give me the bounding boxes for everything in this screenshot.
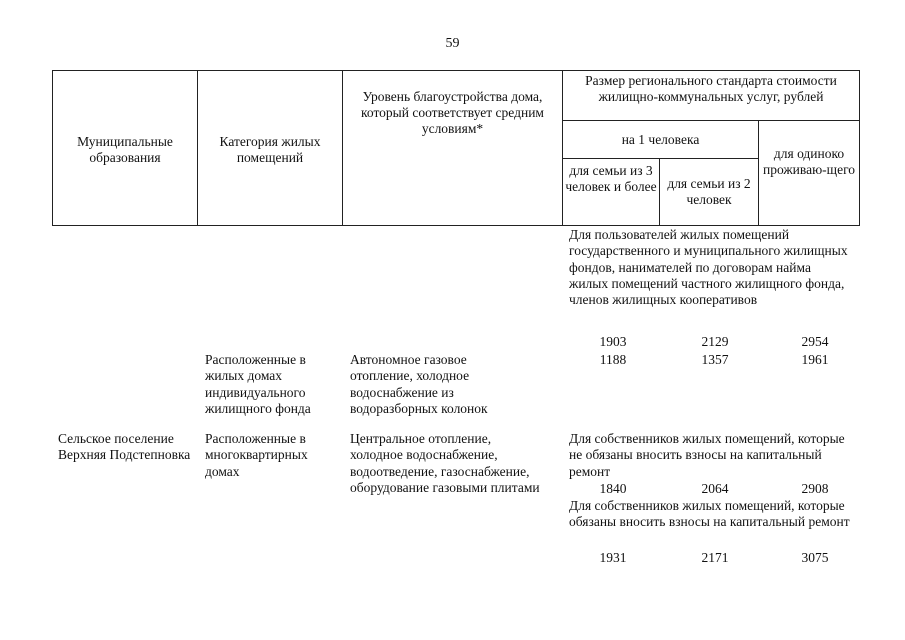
header-single: для одиноко проживаю-щего xyxy=(759,121,860,226)
r3-family3-value: 1840 xyxy=(599,481,627,496)
r2-family3-value: 1188 xyxy=(599,352,627,367)
header-family3: для семьи из 3 человек и более xyxy=(563,159,660,226)
header-municipality: Муниципальные образования xyxy=(53,71,198,226)
r3b-family2-value: 2171 xyxy=(701,550,729,565)
r3-level: Центральное отопление, холодное водоснабжение, водоотведение, газоснабжение, оборудование газовыми плитами xyxy=(350,431,540,495)
r3-owners-capital: Для собственников жилых помещений, которые обязаны вносить взносы на капитальный ремонт xyxy=(569,498,850,530)
r1-single-value: 2954 xyxy=(801,334,829,349)
r3-family2-value: 2064 xyxy=(701,481,729,496)
r2-category: Расположенные в жилых домах индивидуального жилищного фонда xyxy=(205,352,311,416)
r2-level: Автономное газовое отопление, холодное водоснабжение из водоразборных колонок xyxy=(350,352,488,416)
users-description-text: Для пользователей жилых помещений государственного и муниципального жилищных фондов, нанимателей по договорам найма жилых помещений частного жилищного фонда, членов жилищных кооперативов xyxy=(569,227,848,308)
r3-category: Расположенные в многоквартирных домах xyxy=(205,431,308,479)
header-family2: для семьи из 2 человек xyxy=(660,159,759,226)
r3b-single-value: 3075 xyxy=(801,550,829,565)
r1-family2-value: 2129 xyxy=(701,334,729,349)
header-category: Категория жилых помещений xyxy=(198,71,343,226)
r3-municipality: Сельское поселение Верхняя Подстепновка xyxy=(58,431,191,463)
header-standard: Размер регионального стандарта стоимости жилищно-коммунальных услуг, рублей xyxy=(563,71,860,121)
page-number: 59 xyxy=(445,36,460,51)
r2-family2-value: 1357 xyxy=(701,352,729,367)
header-per-person: на 1 человека xyxy=(563,121,759,159)
users-description xyxy=(569,227,849,308)
header-level: Уровень благоустройства дома, который соответствует средним условиям* xyxy=(343,71,563,226)
r3-owners-no-capital: Для собственников жилых помещений, которые не обязаны вносить взносы на капитальный ремонт xyxy=(569,431,845,479)
r2-single-value: 1961 xyxy=(801,352,829,367)
header-table xyxy=(52,70,860,226)
r1-family3-value: 1903 xyxy=(599,334,627,349)
r3-single-value: 2908 xyxy=(801,481,829,496)
r3b-family3-value: 1931 xyxy=(599,550,627,565)
